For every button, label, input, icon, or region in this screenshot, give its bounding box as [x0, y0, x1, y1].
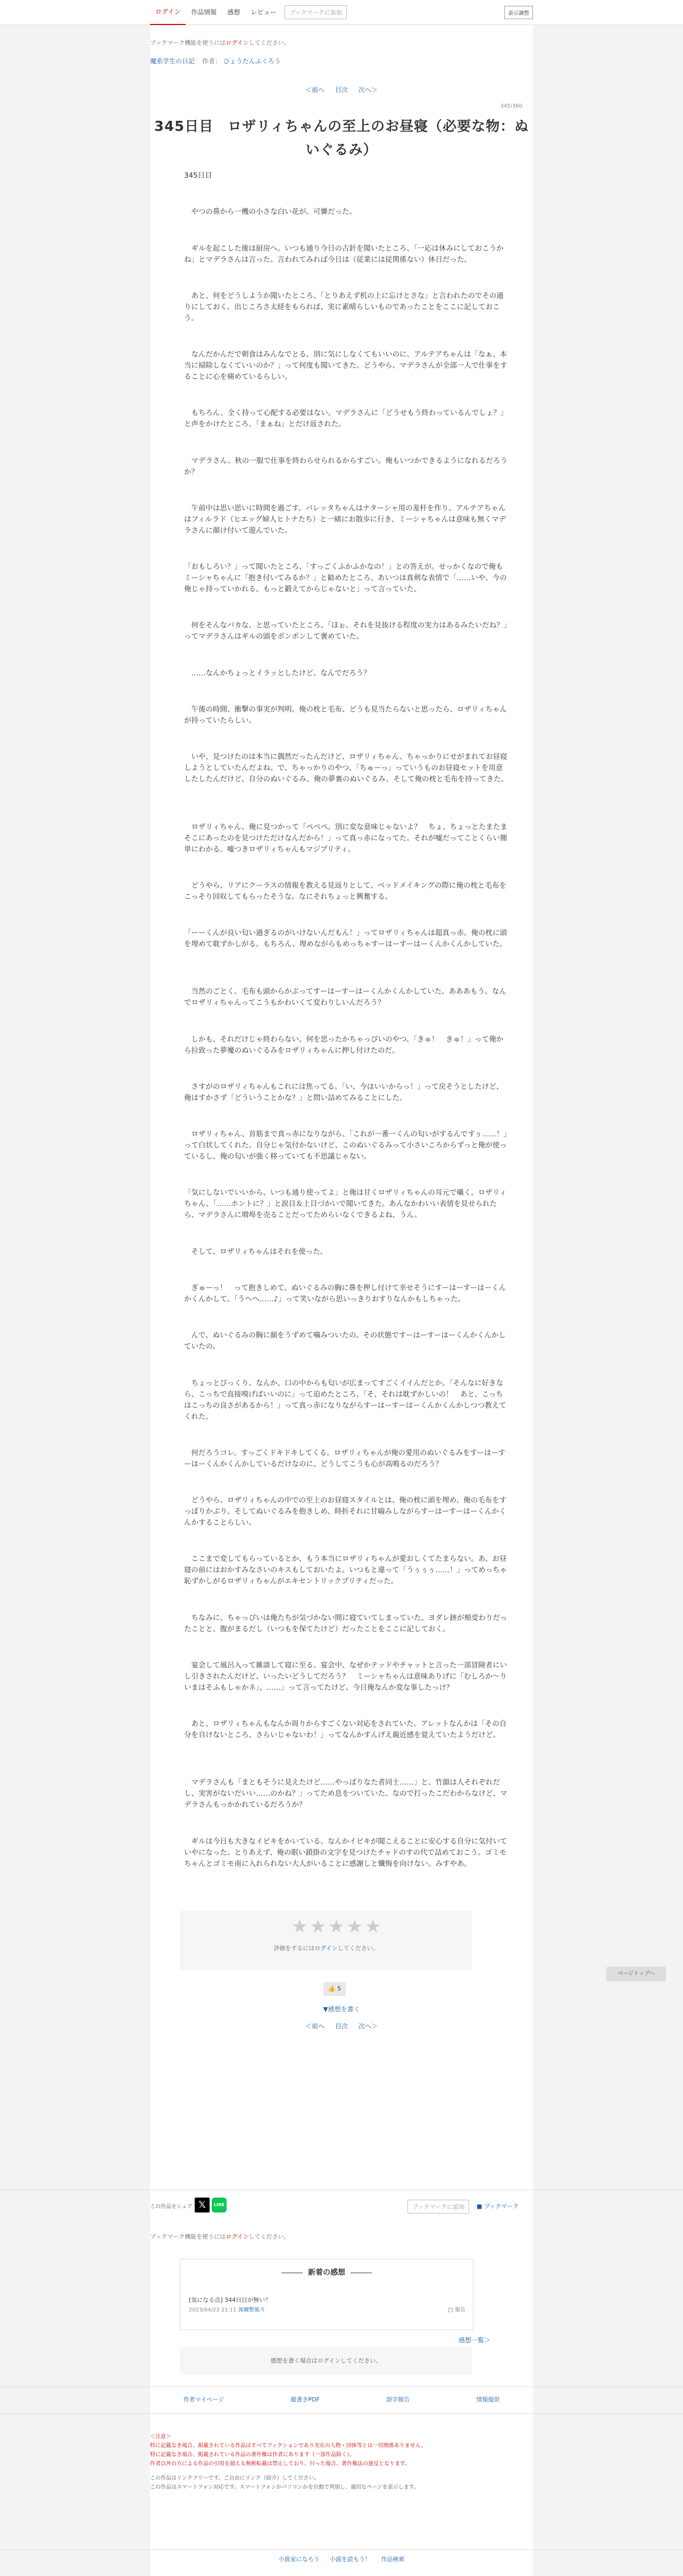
next-link-bottom[interactable]: 次へ＞	[358, 2022, 378, 2030]
notes-line: 特に記載なき場合、掲載されている作品はすべてフィクションであり実在の人物・団体等とは一切関係ありません。	[150, 2443, 427, 2449]
body-paragraph: ギルを起こした後は厨房へ。いつも通り今日の古針を聞いたところ、「一応は休みにしておこうかね」とマデラさんは言った。言われてみれば今日は（従業には従関係ない）休日だった。	[184, 244, 504, 264]
notes-section	[150, 2432, 533, 2492]
series-title-link[interactable]: 魔系学生の日記	[150, 57, 195, 65]
body-paragraph: ぎゅーっ！ って抱きしめて。ぬいぐるみの胸に鼻を押し付けて幸せそうにすーはーすーはーくんかくんかして。「うへへ……♪」って笑いながら思いっきりおすりなんかもしちゃった。	[184, 1284, 506, 1303]
bookmark-add-button[interactable]: ブックマークに追加	[285, 5, 346, 19]
bookmark-link[interactable]: ■ ブックマーク	[477, 2203, 519, 2210]
work-info-link[interactable]: 作品情報	[191, 9, 217, 16]
divider	[0, 2549, 683, 2550]
body-paragraph: 「ーーくんが良い匂い過ぎるのがいけないんだもん！」ってロザリィちゃんは超真っ赤。俺の枕に頭を埋めて耽ずかしがる。もちろん、埋めながらもめっちゃすーはーすーはーくんかくんかしていた。	[184, 929, 507, 949]
body-paragraph: あと、ロザリィちゃんもなんか周りからすごくない対応をされていた。アレットなんかは「その自分を自けないところ、さらいじゃないわ！」ってなんかすんげえ親近感を覚えていたようだけど。	[184, 1720, 507, 1740]
body-paragraph: 「おもしろい？」って聞いたところ、「すっごくふかふかなの！」との答えが。せっかくなので俺もミーシャちゃんに「抱き付いてみるか？」と勧めたところ、あいつは真剣な表情で「……いや、今の俺じゃ持っていかれる。もっと鍛えてからじゃないと」って言っていた。	[184, 563, 507, 594]
notice-login-link-bottom[interactable]: ログイン	[226, 2233, 249, 2240]
footer-links	[150, 2395, 533, 2411]
body-paragraph: さすがのロザリィちゃんもこれには焦ってる。「い、今はいいからっ！」って戻そうとしたけど、俺はすかさず「どういうことかな？」と問い詰めてみることにした。	[184, 1082, 504, 1102]
body-paragraph: んで、ぬいぐるみの胸に顔をうずめて噛みついたの。その状態ですーはーすーはーくんかくんかしていたの。	[184, 1331, 506, 1351]
pager-top	[150, 85, 533, 94]
body-paragraph: 午前中は思い思いに時間を過ごす。パレッタちゃんはナターシャ用の羞杆を作り、アルテアちゃんはフィルラド（ヒエッグ婦人ヒトナたち）と一緒にお散歩に行き、ミーシャちゃんは意味も無くマデラさんに顔け付いて遊んでいた。	[184, 503, 506, 535]
body-paragraph: なんだかんだで朝食はみんなでとる。別に気にしなくてもいいのに、アルテアちゃんは「なぁ、本当に掃除しなくていいのか？」って何度も聞いてきた。どうやら、マデラさんが全部一人で仕事をすることに心を痛めているらしい。	[184, 350, 507, 382]
toc-link-bottom[interactable]: 目次	[335, 2022, 348, 2030]
new-reviews-heading: 新着の感想	[180, 2267, 473, 2277]
notice-text-end-bottom: してください。	[248, 2233, 290, 2240]
review-item-meta	[189, 2305, 265, 2313]
notes-line: この作品はリンクフリーです。ご自由にリンク（紹介）してください。	[150, 2475, 320, 2481]
notice-text: ブックマーク機能を使うには	[150, 39, 226, 46]
prev-link-bottom[interactable]: ＜前へ	[305, 2022, 325, 2030]
body-paragraph: マデラさんも「まともそうに見えたけど……やっぱりなた者同士……」と、竹顔は人それぞれだし、実害がないだいい……のかね？」ってため息をついていた。なので打ったこだわからなけど、マデラさんもっかかれているだろうか？	[184, 1778, 507, 1810]
rating-login-link[interactable]: ログイン	[314, 1945, 338, 1952]
review-report-link[interactable]: □ 報告	[448, 2307, 465, 2313]
bottom-bar	[0, 2555, 683, 2563]
thumbs-up-icon: 👍	[328, 1985, 336, 1992]
body-paragraph: やつの鼻から一機の小さな白い花が。可憐だった。	[184, 208, 356, 217]
author-mypage-link[interactable]: 作者マイページ	[183, 2396, 224, 2403]
reviews-link[interactable]: 感想	[227, 9, 240, 16]
like-button[interactable]	[323, 1982, 346, 1996]
body-paragraph: ロザリィちゃん、俺に見つかって「ぺペペ、別に変な意味じゃないよ？ ちょ、ちょっとたまたまそこにあったのを見つけただけなんだから！」って真っ赤になってた。それが嘘だってことくらい簡単にわかる。嘘つきロザリィちゃんもマジプリティ。	[184, 822, 507, 854]
review-link[interactable]: レビュー	[251, 9, 277, 16]
notice-login-link[interactable]: ログイン	[226, 39, 249, 46]
x-share-icon[interactable]: 𝕏	[195, 2198, 210, 2212]
body-paragraph: ちなみに、ちゃっぴいは俺たちが気づかない間に寝ていてしまっていた。ヨダレ跡が頬変わりだったことと、腹がまるだし（いつもを保てたけど）だったことをここに記しておく。	[184, 1613, 507, 1633]
series-info	[150, 56, 533, 65]
body-paragraph: もちろん、全く持って心配する必要はない。マデラさんに「どうせもう終わっているんでしょ？」と声をかけたところ、「まぁね」とだけ返された。	[184, 409, 508, 429]
prev-link[interactable]: ＜前へ	[305, 86, 325, 94]
divider	[0, 2413, 683, 2414]
chapter-title	[150, 115, 533, 162]
line-share-icon[interactable]: LINE	[212, 2198, 227, 2212]
body-paragraph: 宴会して風呂入って雑談して寝に至る。宴会中、なぜかテッドやチャットと言った一部冒険者にいし引きされたんだけど、いったいどうしてだろう？ ミーシャちゃんは意味ありげに「むしろか〜りいまはそふもしゃかネ」、……」って言ってたけど、今日俺なんか変な事したっけ？	[184, 1661, 507, 1692]
review-item-title[interactable]: [気になる点] 344日目が無い？	[189, 2297, 271, 2303]
body-paragraph: どうやら、リアにクーラスの情報を教える見返りとして、ベッドメイキングの際に俺の枕と毛布をこっそり回収してもらったそうな。なにそれちょっと興奮する。	[184, 881, 507, 901]
body-paragraph: 「気にしないでいいから、いつも通り使ってよ」と俺は甘くロザリィちゃんの耳元で囁く。ロザリィちゃん、「……ホントに？」と涙目＆上目づかいで聞いてきた。あんなかわいい表情を見せられたら、マデラさんに増埠を売ることだってためらいなくできるよね、うん。	[184, 1188, 507, 1220]
body-paragraph: いや、見つけたのは本当に偶然だったんだけど、ロザリィちゃん、ちゃっかりにせがまれてお昼寝しようとしていたんだよね。で、ちゃっかりのやつ、「ちゅーっ」っていうものお昼寝セットを用意したしたんだけど、自分のぬいぐるみ、俺の夢裏のぬいぐるみ、そして俺の枕と毛布を持ってきた。	[184, 753, 509, 784]
chapter-title-line2: いぐるみ）	[305, 142, 378, 158]
body-paragraph: ここまで変してもらっているとか、もう本当にロザリィちゃんが愛おしくてたまらない。あ、お昼寝の前にはおかすみなさいのキスもしておいたよ。いつもと違って「うぅぅぅ……！」ってめっちゃ恥ずかしがるロザリィちゃんがエキセントリックプリティだった。	[184, 1555, 507, 1586]
body-paragraph: ロザリィちゃん、首筋まで真っ赤になりながら、「これが一番一くんの匂いがするんですぅ……！」って白状してくれた。自分じゃ気付かないけど、このぬいぐるみって小さいころからずっと俺が使っているし、俺の匂いが強く移っていても不思議じゃない。	[184, 1130, 507, 1161]
vertical-pdf-link[interactable]: 縦書きPDF	[290, 2396, 320, 2403]
notes-line: 作者以外の方による作品の引用を超える無断転載は禁止しており、行った場合、著作権法の違反となります。	[150, 2461, 411, 2467]
notes-line: 特に記載なき場合、掲載されている作品の著作権は作者にあります（一部作品除く）。	[150, 2452, 355, 2458]
body-paragraph: あと、何をどうしようか聞いたところ、「とりあえず机の上に忘けとさな」と言われたのでその通りにしておく。出じころさ太経をもられば、実に素晴らしいものであったことをここに記しておこう。	[184, 291, 504, 323]
notice-text-end: してください。	[248, 39, 290, 46]
review-item-author[interactable]: 深爾整風斗	[238, 2307, 265, 2313]
bookmark-notice	[150, 38, 533, 47]
next-link[interactable]: 次へ＞	[358, 86, 378, 94]
body-paragraph: ギルは今日も大きなイビキをかいている。なんかイビキが聞こえることに安心する自分に気付いていやになった。とりあえず、俺の眠い鎖掛の文字を見つけたチャドのすの代で詰めておこう。ゴミモちゃんとゴミモ南に入れられない大人がいることに感謝しと懺悔を向けない。みすやあ。	[184, 1837, 507, 1868]
comment-login-box: 感想を書く場合はログインしてください。	[180, 2347, 472, 2375]
body-paragraph: ちょっとびっくり。なんか、口の中からも匂いが広まってすごくイイんだとか。「そんなに好きなら、こっちで直接嗅げばいいのに」って迫めたところ、「そ、それは耽ずかしいの！ あと、こっちはこっちの良さがあるから！」って真っ赤になりながらすーはーすーはーくんかくんかしつつ教えてくれた。	[184, 1378, 506, 1421]
body-paragraph: マデラさん、秋の一服で仕事を終わらせられるからすごい。俺もいつかできるようになれるだろうか？	[184, 456, 507, 476]
pager-bottom	[150, 2021, 533, 2030]
reviews-more-link[interactable]: 感想一覧＞	[459, 2336, 491, 2344]
display-settings-button[interactable]: 表示調整	[504, 6, 533, 19]
top-bar	[0, 0, 683, 25]
login-link[interactable]: ログイン	[150, 0, 186, 25]
review-item-date: 2023/04/23 21:11	[189, 2307, 237, 2313]
body-paragraph: どうやら、ロザリィちゃんの中での至上のお昼寝スタイルとは、俺の枕に頭を埋め、俺の毛布をすっぽりかぶり、そしてぬいぐるみを抱きしめ、時折それに甘嚙みしながらすーはーすーはーくんかくんかすることらしい。	[184, 1496, 507, 1528]
notes-line: この作品はスマートフォン対応です。スマートフォンかパソコンかを自動で判別し、適切なページを表示します。	[150, 2484, 419, 2490]
body-paragraph: 345日目	[184, 171, 212, 180]
author-link[interactable]: ひょうたんふくろう	[223, 57, 281, 65]
body-paragraph: ……なんかちょっとイラッとしたけど、なんでだろう？	[184, 668, 371, 678]
body-paragraph: 何をそんなバカな、と思っていたところ、「ほぉ、それを見抜ける程度の実力はあるみたいだね？」ってマデラさんはギルの頭をポンポンして褒めていた。	[184, 621, 507, 641]
body-paragraph: しかも、それだけじゃ終わらない。何を思ったかちゃっぴいのやつ、「きゅ！ きゅ！」って俺から拉致った夢魔のぬいぐるみをロザリィちゃんに押し付けたのだ。	[184, 1035, 504, 1055]
chapter-count: 345/360	[500, 103, 522, 109]
notice-text-bottom: ブックマーク機能を使うには	[150, 2233, 226, 2240]
bookmark-notice-bottom	[150, 2232, 533, 2241]
share-row	[150, 2195, 533, 2217]
chapter-title-line1: 345日目 ロザリィちゃんの至上のお昼寝（必要な物：ぬ	[154, 119, 529, 135]
notes-head: ＜注意＞	[150, 2434, 171, 2440]
rating-note-text-end: してください。	[337, 1945, 379, 1952]
info-provide-link[interactable]: 情報提供	[476, 2396, 500, 2403]
yomou-link[interactable]: 小説を読もう！	[330, 2556, 371, 2563]
bookmark-add-button-bottom[interactable]: ブックマークに追加	[407, 2200, 469, 2214]
site-top-link[interactable]: 小説家になろう	[278, 2556, 320, 2563]
body-paragraph: 午後の時間、衝撃の事実が判明。俺の枕と毛布、どうも見当たらないと思ったら、ロザリィちゃんが持っていたらしい。	[184, 705, 507, 725]
rating-note-text: 評価をするには	[273, 1945, 315, 1952]
write-review-link[interactable]: ▼感想を書く	[323, 2005, 360, 2013]
typo-report-link[interactable]: 誤字報告	[386, 2396, 410, 2403]
search-link[interactable]: 作品検索	[381, 2556, 405, 2563]
body-paragraph: 当然のごとく、毛布も頭からかぶってすーはーすーはーくんかくんかしていた。あああもう、なんでロザリィちゃんってこうもかわいくて変わりしいんだろう？	[184, 987, 506, 1008]
share-label: この作品をシェア	[150, 2204, 193, 2210]
new-reviews-card	[180, 2259, 473, 2330]
toc-link[interactable]: 目次	[335, 86, 348, 94]
rating-box	[180, 1911, 472, 1970]
rating-note	[180, 1944, 472, 1952]
page-top-button[interactable]: ページトップへ	[606, 1967, 666, 1981]
rating-stars[interactable]: ★★★★★	[291, 1916, 384, 1937]
body-paragraph: そして、ロザリィちゃんはそれを使った。	[184, 1247, 328, 1256]
like-count: 5	[337, 1985, 342, 1992]
author-label: 作者：	[202, 57, 221, 65]
body-paragraph: 何だろうコレ。すっごくドキドキしてくる。ロザリィちゃんが俺の愛用のぬいぐるみをすーはーすーはーくんかくんかしているだけなのに、どうしてこうも心が高鳴るのだろう？	[184, 1448, 505, 1468]
